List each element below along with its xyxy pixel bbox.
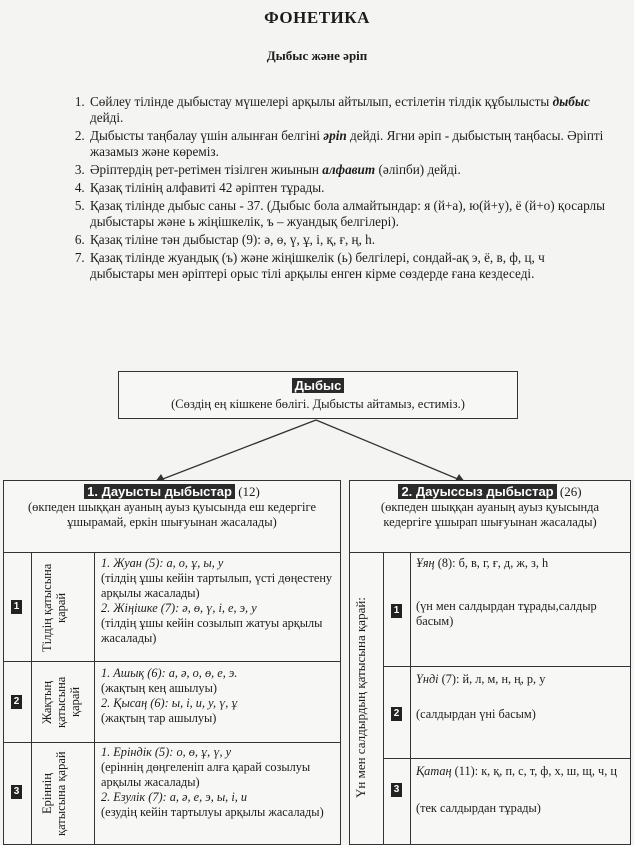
vowels-desc: (өкпеден шыққан ауаның ауыз қуысында еш кедергіге ұшырамай, еркін шығуынан жасалады) bbox=[28, 500, 316, 529]
rule-item: 5. Қазақ тілінде дыбыс саны - 37. (Дыбыс бола алмайтындар: я (й+а), ю(й+у), ё (й+о) қосарлы дыбыстары және ь жіңішкелік, ъ – жуандық белгілері). bbox=[88, 198, 608, 230]
vowel-group-label: Жақтың қатысына қарай bbox=[40, 676, 82, 728]
consonant-group-content: Қатаң (11): к, қ, п, с, т, ф, х, ш, щ, ч, ц (тек салдырдан тұрады) bbox=[416, 764, 617, 815]
consonant-divider bbox=[383, 666, 631, 667]
page-subtitle: Дыбыс және әріп bbox=[266, 48, 368, 63]
consonant-group-content: Ұяң (8): б, в, г, ғ, д, ж, з, һ (үн мен салдырдан тұрады,салдыр басым) bbox=[416, 556, 597, 628]
consonants-desc: (өкпеден шыққан ауаның ауыз қуысында кедергіге ұшырап шығуынан жасалады) bbox=[380, 500, 600, 529]
page-title: ФОНЕТИКА bbox=[264, 8, 370, 27]
sound-root-box bbox=[118, 371, 518, 419]
vowels-title: 1. Дауысты дыбыстар bbox=[84, 484, 235, 499]
vowel-group-content: 1. Жуан (5): а, о, ұ, ы, у (тілдің ұшы кейін тартылып, үсті дөңестену арқылы жасалады) 2. Жіңішке (7): ә, ө, ү, і, е, э, у (тілдің ұшы кейін созылып жатуы арқылы жасалады) bbox=[101, 556, 333, 645]
rule-item: 4. Қазақ тілінің алфавиті 42 әріптен тұрады. bbox=[88, 180, 608, 196]
vowel-group-number: 2 bbox=[11, 695, 22, 709]
root-title: Дыбыс bbox=[292, 378, 345, 393]
consonant-divider bbox=[383, 552, 384, 845]
rule-item: 7. Қазақ тілінде жуандық (ъ) және жіңішкелік (ь) белгілері, сондай-ақ э, ё, в, ф, ц, ч дыбыстары мен әріптері орыс тілі арқылы енген кірме сөздерде ғана кездеседі. bbox=[88, 250, 608, 282]
rule-item: 1. Сөйлеу тілінде дыбыстау мүшелері арқылы айтылып, естілетін тілдік құбылысты дыбыс дейді. bbox=[88, 94, 608, 126]
consonants-title: 2. Дауыссыз дыбыстар bbox=[398, 484, 556, 499]
consonant-divider bbox=[349, 552, 631, 553]
root-desc: (Сөздің ең кішкене бөлігі. Дыбысты айтамыз, естиміз.) bbox=[171, 397, 465, 411]
consonants-count: (26) bbox=[559, 484, 582, 499]
vowel-group-label: Тілдің қатысына қарай bbox=[40, 563, 68, 653]
vowel-group-content: 1. Еріндік (5): о, ө, ұ, ү, у (еріннің дөңгеленіп алға қарай созылуы арқылы жасалады) 2. Езулік (7): а, ә, е, э, ы, і, и (езудің кейін тартылуы арқылы жасалады) bbox=[101, 745, 324, 819]
vowel-group-number: 1 bbox=[11, 600, 22, 614]
consonant-side-label: Үн мен салдырдың қатысына қарай: bbox=[353, 597, 368, 799]
vowel-group-number: 3 bbox=[11, 785, 22, 799]
vowel-divider bbox=[31, 552, 32, 845]
consonant-group-number: 3 bbox=[391, 783, 402, 797]
consonant-divider bbox=[383, 758, 631, 759]
rule-item: 2. Дыбысты таңбалау үшін алынған белгіні әріп дейді. Ягни әріп - дыбыстың таңбасы. Әріпті жазамыз және көреміз. bbox=[88, 128, 608, 160]
consonant-group-number: 2 bbox=[391, 707, 402, 721]
vowel-group-content: 1. Ашық (6): а, ә, о, ө, е, э. (жақтың кең ашылуы) 2. Қысаң (6): ы, і, и, у, ү, ұ (жақтың тар ашылуы) bbox=[101, 666, 238, 725]
vowel-divider bbox=[94, 552, 95, 845]
rule-item: 6. Қазақ тіліне тән дыбыстар (9): ә, ө, ү, ұ, і, қ, ғ, ң, һ. bbox=[88, 232, 608, 248]
vowel-group-label: Еріннің қатысына қарай bbox=[40, 751, 68, 837]
vowels-count: (12) bbox=[238, 484, 260, 499]
consonant-divider bbox=[410, 552, 411, 845]
rule-item: 3. Әріптердің рет-ретімен тізілген жиынын алфавит (әліпби) дейді. bbox=[88, 162, 608, 178]
consonant-group-number: 1 bbox=[391, 604, 402, 618]
consonant-group-content: Үнді (7): й, л, м, н, ң, р, у (салдырдан үні басым) bbox=[416, 672, 546, 721]
